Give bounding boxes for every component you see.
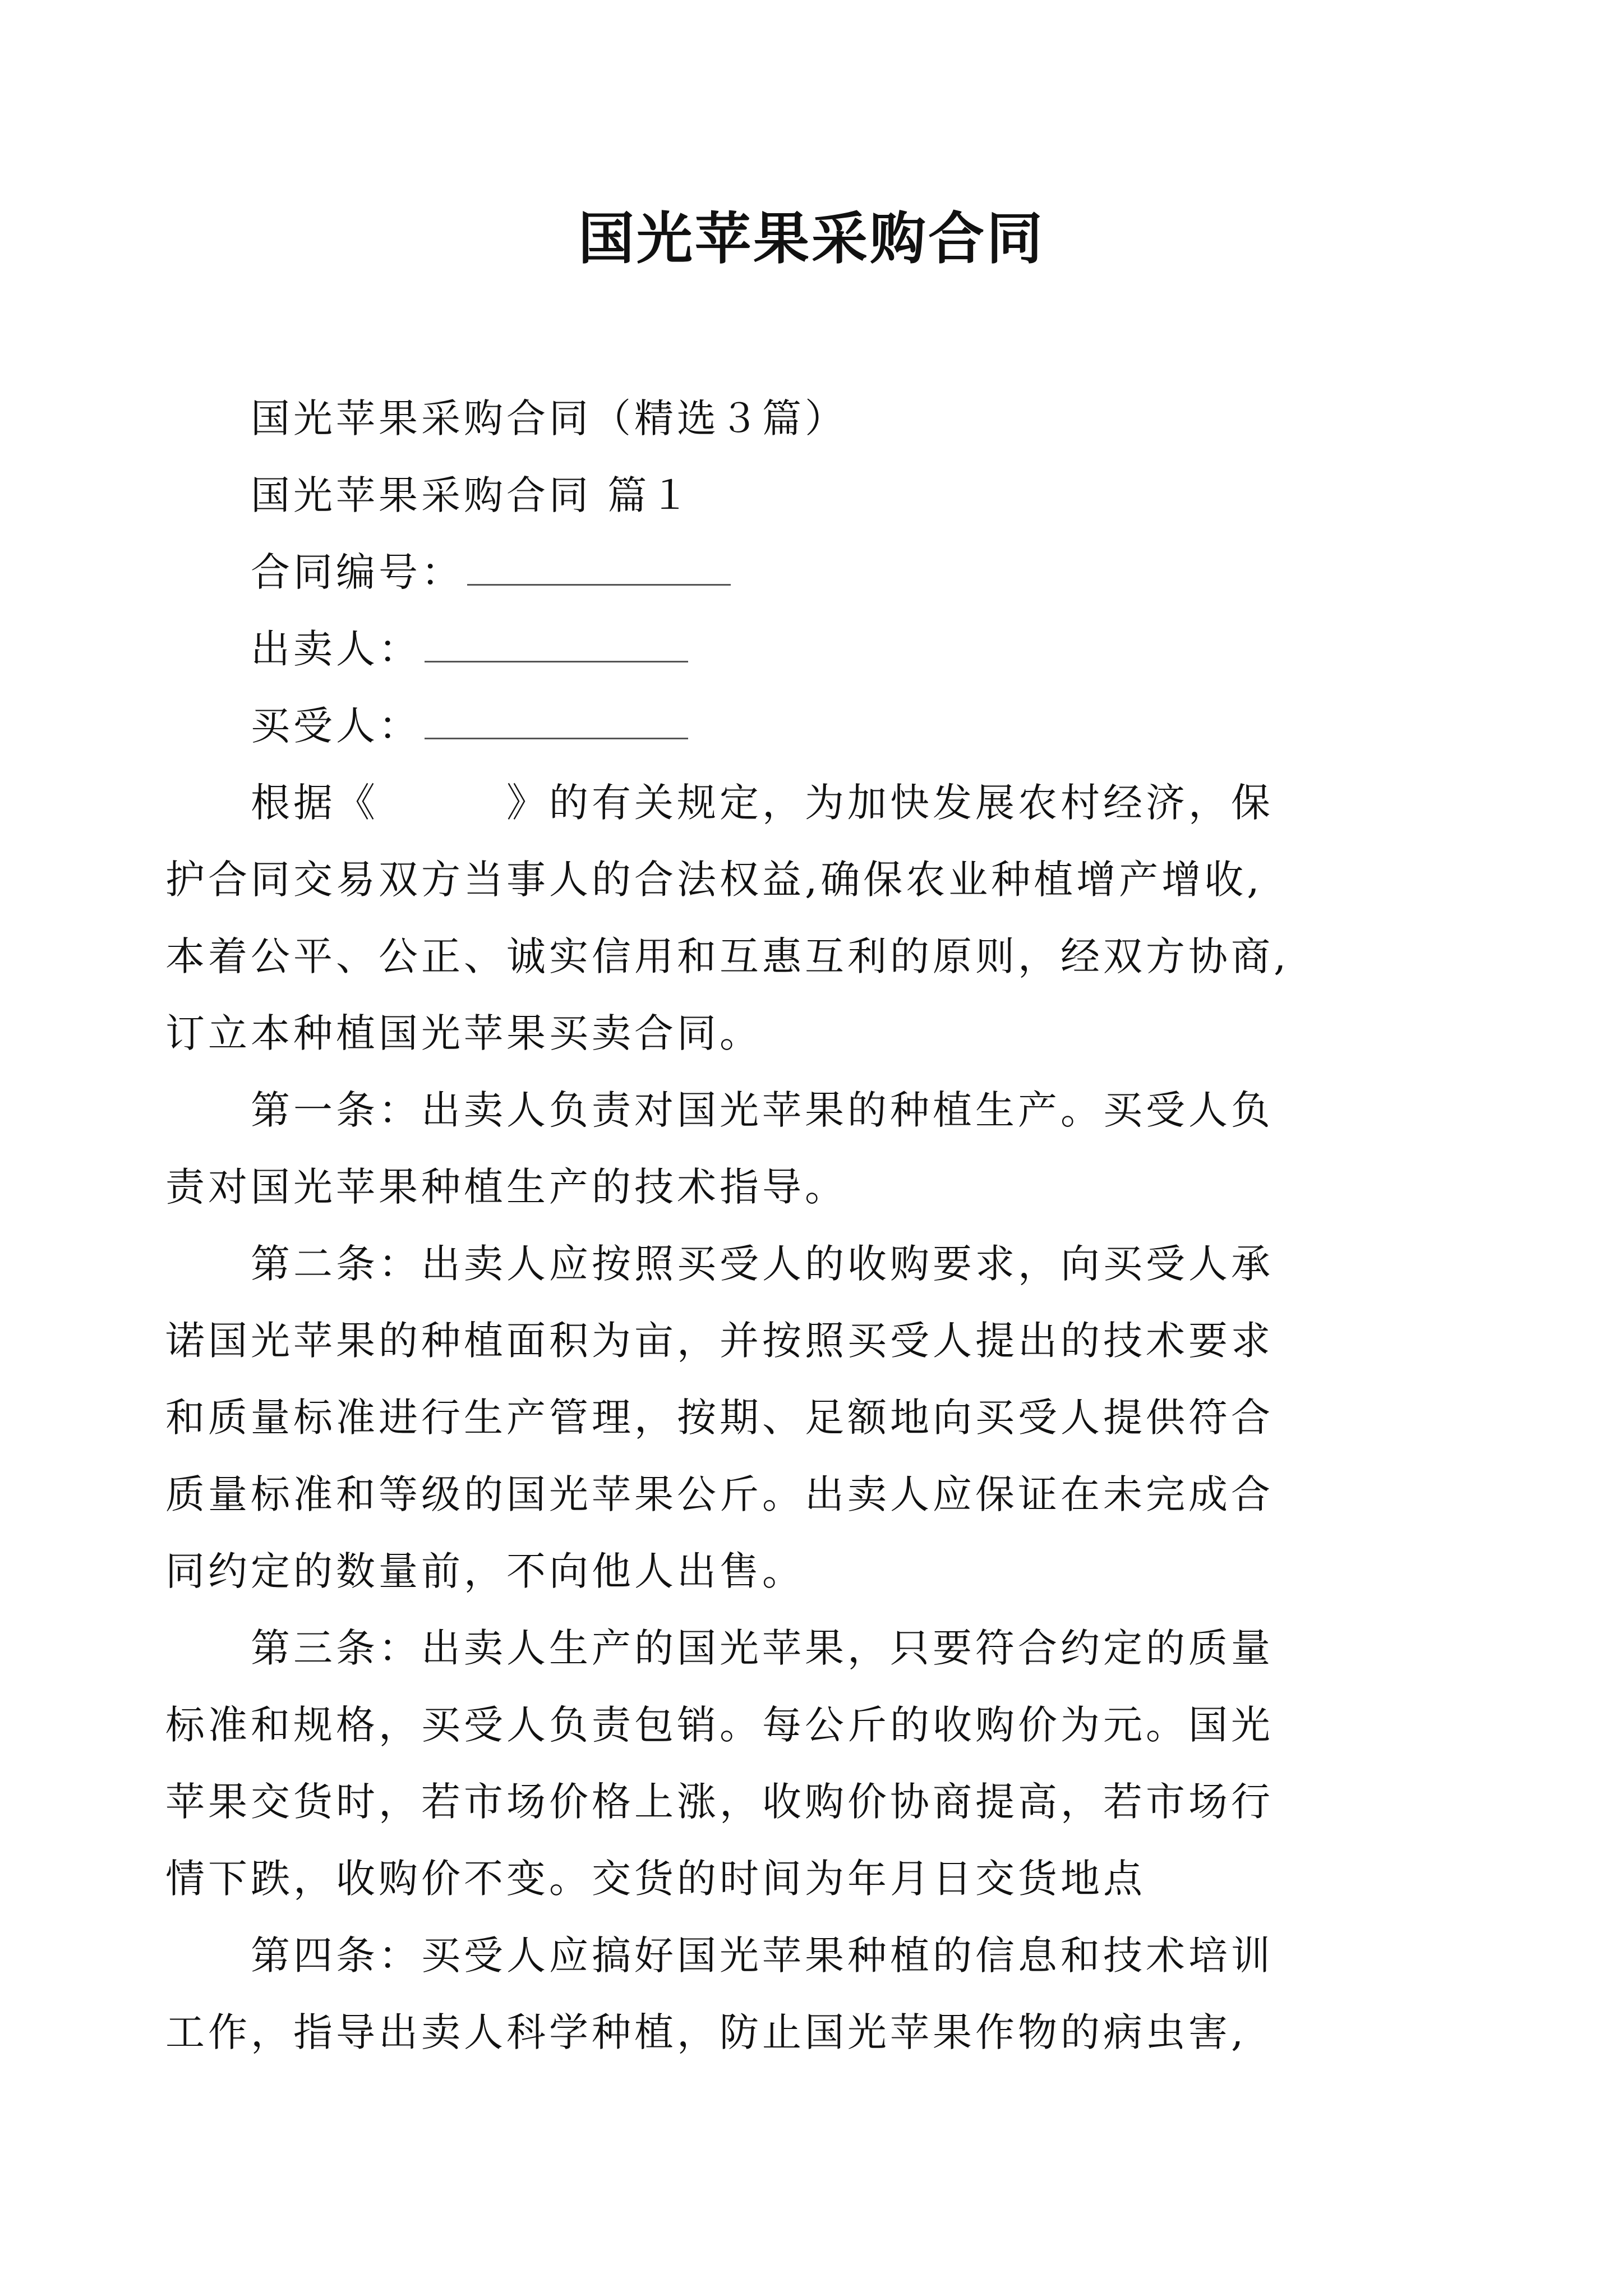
preamble-line: 根据《 》的有关规定，为加快发展农村经济，保 bbox=[251, 780, 1274, 826]
buyer-row bbox=[251, 688, 1389, 765]
document-body bbox=[165, 380, 1389, 2071]
article-3-line: 苹果交货时，若市场价格上涨，收购价协商提高，若市场行 bbox=[165, 1779, 1274, 1825]
buyer-label: 买受人： bbox=[251, 703, 421, 749]
article-3-line: 第三条：出卖人生产的国光苹果，只要符合约定的质量 bbox=[251, 1625, 1274, 1671]
seller-row bbox=[251, 611, 1389, 688]
seller-blank bbox=[425, 638, 688, 662]
seller-label: 出卖人： bbox=[251, 626, 421, 672]
contract-number-row bbox=[251, 534, 1389, 611]
contract-number-label: 合同编号： bbox=[251, 549, 464, 595]
document-subtitle: 国光苹果采购合同（精选３篇） bbox=[251, 395, 847, 441]
article-4-line: 工作，指导出卖人科学种植，防止国光苹果作物的病虫害, bbox=[165, 2009, 1247, 2055]
contract-number-blank bbox=[467, 562, 731, 586]
article-2-line: 同约定的数量前，不向他人出售。 bbox=[165, 1548, 805, 1594]
section-heading: 国光苹果采购合同 篇１ bbox=[251, 472, 693, 518]
article-2-line: 质量标准和等级的国光苹果公斤。出卖人应保证在未完成合 bbox=[165, 1471, 1274, 1517]
article-1-line: 责对国光苹果种植生产的技术指导。 bbox=[165, 1164, 847, 1210]
article-3-line: 情下跌，收购价不变。交货的时间为年月日交货地点 bbox=[165, 1856, 1146, 1902]
document-title: 国光苹果采购合同 bbox=[578, 205, 1045, 272]
buyer-blank bbox=[425, 715, 688, 739]
article-2-line: 第二条：出卖人应按照买受人的收购要求，向买受人承 bbox=[251, 1241, 1274, 1287]
preamble-line: 护合同交易双方当事人的合法权益,确保农业种植增产增收, bbox=[165, 857, 1263, 903]
article-1-line: 第一条：出卖人负责对国光苹果的种植生产。买受人负 bbox=[251, 1087, 1274, 1133]
article-2-line: 和质量标准进行生产管理，按期、足额地向买受人提供符合 bbox=[165, 1395, 1274, 1441]
preamble-line: 订立本种植国光苹果买卖合同。 bbox=[165, 1010, 762, 1056]
preamble-line: 本着公平、公正、诚实信用和互惠互利的原则，经双方协商, bbox=[165, 933, 1290, 979]
article-4-line: 第四条：买受人应搞好国光苹果种植的信息和技术培训 bbox=[251, 1932, 1274, 1978]
article-3-line: 标准和规格，买受人负责包销。每公斤的收购价为元。国光 bbox=[165, 1702, 1274, 1748]
article-2-line: 诺国光苹果的种植面积为亩，并按照买受人提出的技术要求 bbox=[165, 1318, 1274, 1364]
